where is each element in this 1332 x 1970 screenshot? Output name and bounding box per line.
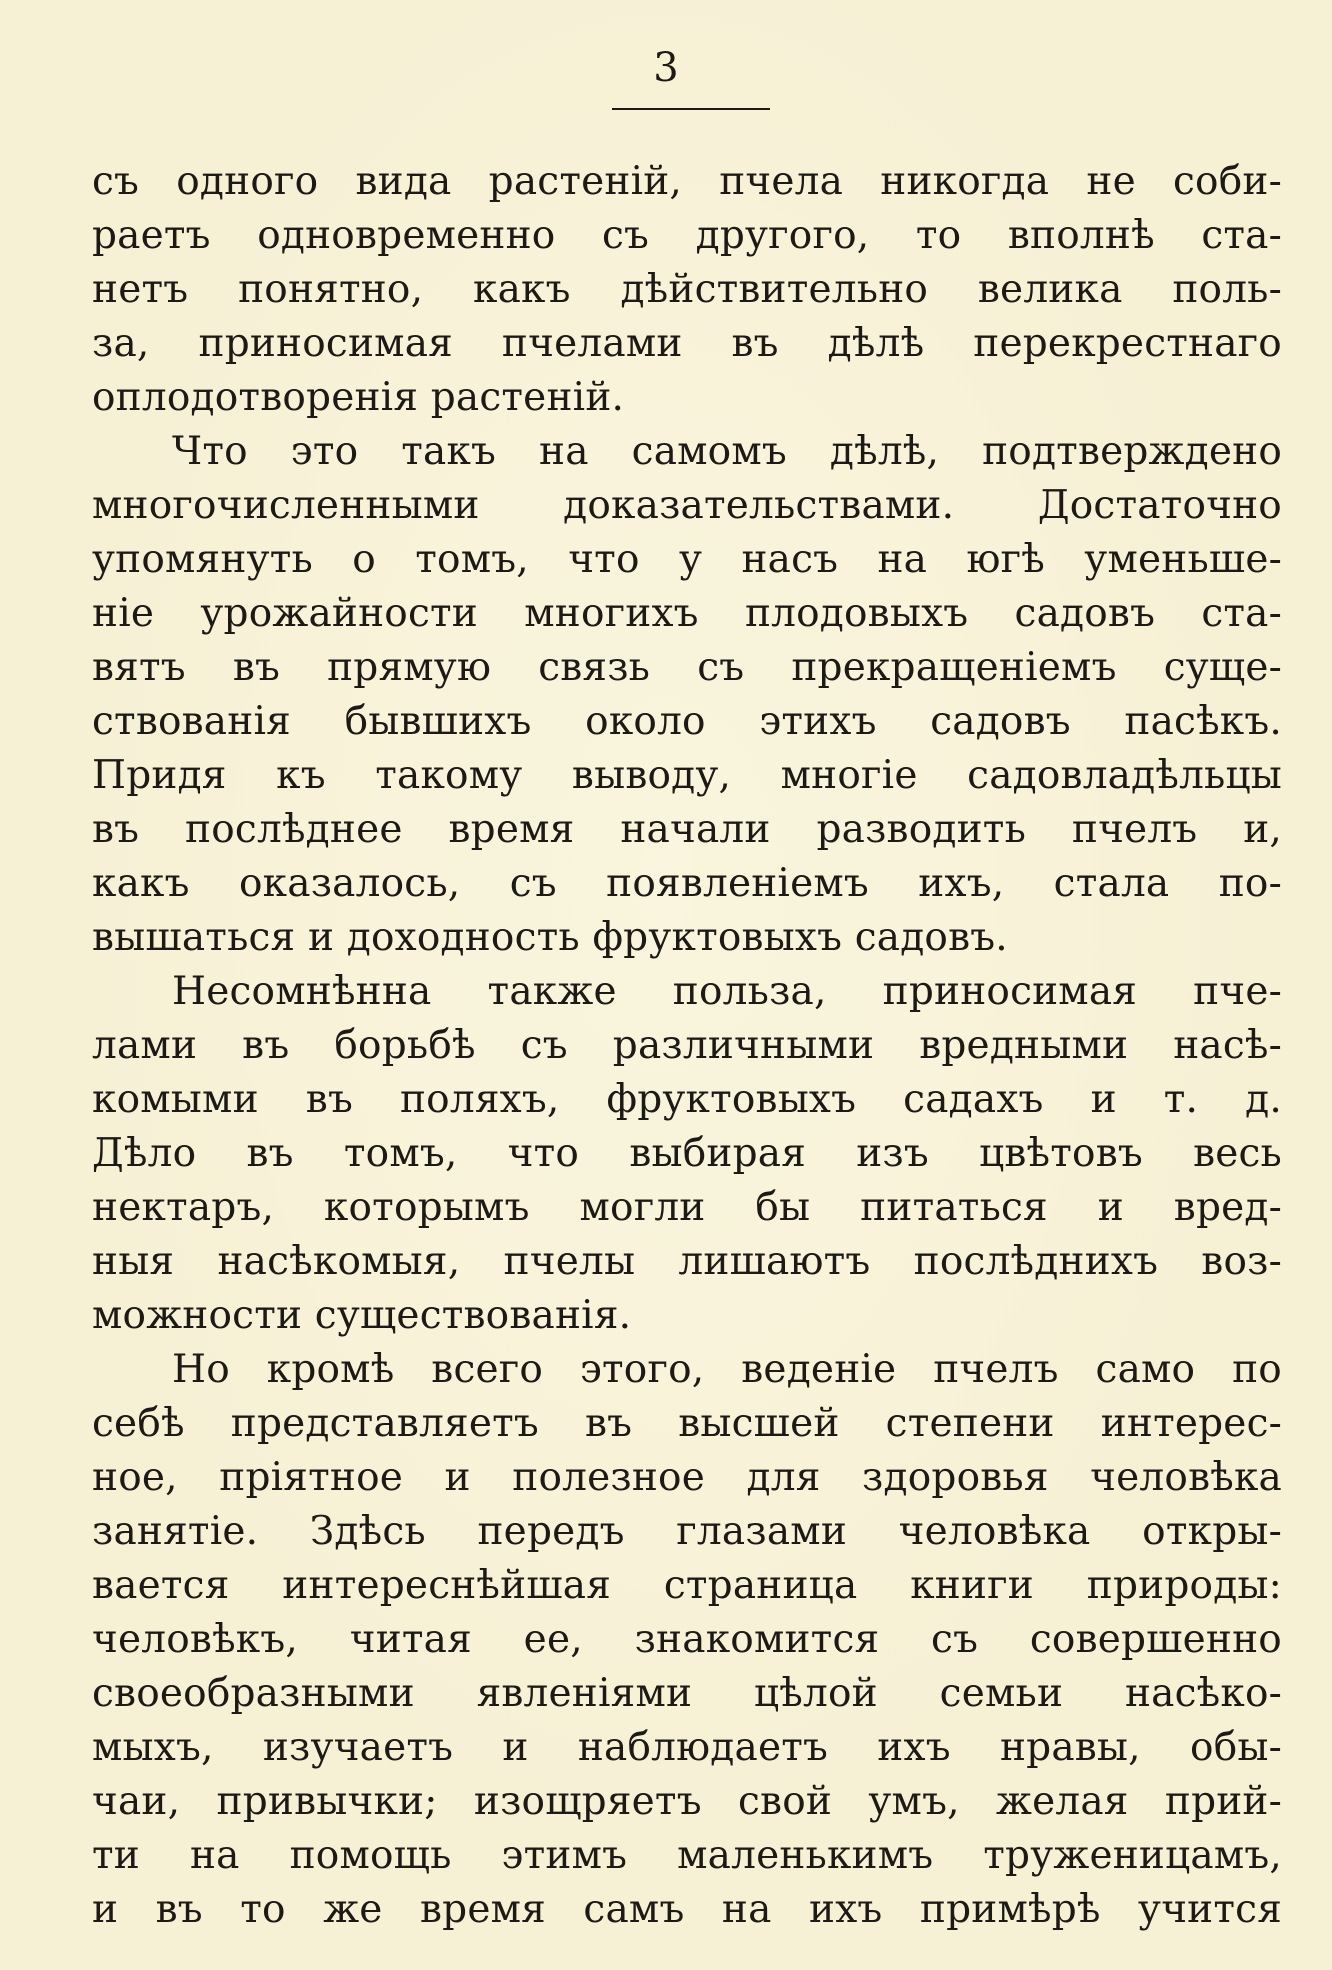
text-line: нетъ понятно, какъ дѣйствительно велика поль-	[92, 267, 1282, 312]
text-line: комыми въ поляхъ, фруктовыхъ садахъ и т. д.	[92, 1077, 1282, 1122]
text-line: Придя къ такому выводу, многіе садовладѣльцы	[92, 753, 1282, 798]
text-line: въ послѣднее время начали разводить пчелъ и,	[92, 807, 1282, 852]
text-line: можности существованія.	[92, 1293, 632, 1338]
text-line: мыхъ, изучаетъ и наблюдаетъ ихъ нравы, обы-	[92, 1725, 1282, 1770]
page-number-rule	[612, 108, 770, 110]
text-line: нектаръ, которымъ могли бы питаться и вред-	[92, 1185, 1282, 1230]
text-line: человѣкъ, читая ее, знакомится съ совершенно	[92, 1617, 1282, 1662]
text-line: Несомнѣнна также польза, приносимая пче-	[172, 969, 1282, 1014]
paragraph	[92, 1343, 1282, 1937]
text-line: ствованія бывшихъ около этихъ садовъ пасѣкъ.	[92, 699, 1282, 744]
text-line: и въ то же время самъ на ихъ примѣрѣ учится	[92, 1887, 1282, 1932]
text-line: Но кромѣ всего этого, веденіе пчелъ само по	[172, 1347, 1282, 1392]
text-line: лами въ борьбѣ съ различными вредными насѣ-	[92, 1023, 1282, 1068]
text-line: себѣ представляетъ въ высшей степени интерес-	[92, 1401, 1282, 1446]
text-line: вается интереснѣйшая страница книги природы:	[92, 1563, 1282, 1608]
paragraph	[92, 965, 1282, 1343]
paragraph	[92, 155, 1282, 425]
text-line: занятіе. Здѣсь передъ глазами человѣка откры-	[92, 1509, 1282, 1554]
text-line: раетъ одновременно съ другого, то вполнѣ ста-	[92, 213, 1282, 258]
body-text	[92, 155, 1282, 1937]
text-line: своеобразными явленіями цѣлой семьи насѣко-	[92, 1671, 1282, 1716]
text-line: какъ оказалось, съ появленіемъ ихъ, стала по-	[92, 861, 1282, 906]
page-number: 3	[653, 45, 679, 91]
paragraph	[92, 425, 1282, 965]
text-line: чаи, привычки; изощряетъ свой умъ, желая прий-	[92, 1779, 1282, 1824]
text-line: упомянуть о томъ, что у насъ на югѣ уменьше-	[92, 537, 1282, 582]
text-line: вятъ въ прямую связь съ прекращеніемъ суще-	[92, 645, 1282, 690]
text-line: Дѣло въ томъ, что выбирая изъ цвѣтовъ весь	[92, 1131, 1282, 1176]
text-line: съ одного вида растеній, пчела никогда не соби-	[92, 159, 1282, 204]
text-line: Что это такъ на самомъ дѣлѣ, подтверждено	[172, 429, 1282, 474]
text-line: многочисленными доказательствами. Достаточно	[92, 483, 1282, 528]
text-line: ное, пріятное и полезное для здоровья человѣка	[92, 1455, 1282, 1500]
text-line: ти на помощь этимъ маленькимъ труженицамъ,	[92, 1833, 1282, 1878]
text-line: ныя насѣкомыя, пчелы лишаютъ послѣднихъ воз-	[92, 1239, 1282, 1284]
text-line: оплодотворенія растеній.	[92, 375, 625, 420]
text-line: вышаться и доходность фруктовыхъ садовъ.	[92, 915, 1008, 960]
text-line: за, приносимая пчелами въ дѣлѣ перекрестнаго	[92, 321, 1282, 366]
text-line: ніе урожайности многихъ плодовыхъ садовъ ста-	[92, 591, 1282, 636]
